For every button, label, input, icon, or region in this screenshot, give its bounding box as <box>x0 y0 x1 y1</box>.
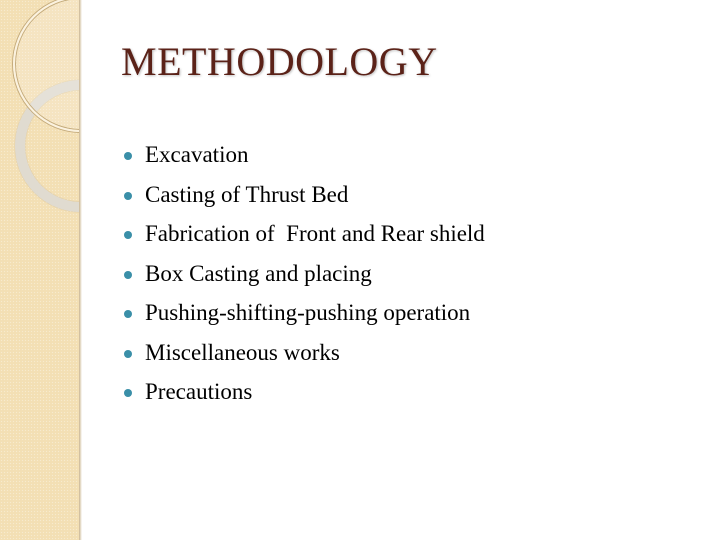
bullet-item-miscellaneous <box>122 339 485 379</box>
bullet-dot-icon <box>124 389 132 397</box>
bullet-item-casting-thrust-bed <box>122 181 485 221</box>
bullet-item-precautions <box>122 378 485 418</box>
bullet-list <box>122 141 485 418</box>
bullet-dot-icon <box>124 231 132 239</box>
bullet-item-box-casting <box>122 260 485 300</box>
bullet-dot-icon <box>124 192 132 200</box>
slide-title: METHODOLOGY <box>121 39 438 84</box>
bullet-item-fabrication-shield <box>122 220 485 260</box>
bullet-text: Pushing-shifting-pushing operation <box>145 300 471 325</box>
bullet-item-excavation <box>122 141 485 181</box>
bullet-dot-icon <box>124 310 132 318</box>
bullet-text: Miscellaneous works <box>145 339 340 365</box>
bullet-dot-icon <box>124 350 132 358</box>
bullet-text: Excavation <box>145 142 249 167</box>
bullet-text: Casting of Thrust Bed <box>145 181 349 207</box>
bullet-dot-icon <box>124 152 132 160</box>
bullet-text: Precautions <box>145 379 253 404</box>
sidebar-shadow <box>79 0 82 540</box>
bullet-dot-icon <box>124 271 132 279</box>
bullet-text: Fabrication of Front and Rear shield <box>145 221 485 246</box>
bullet-item-pushing-operation <box>122 299 485 339</box>
decorative-sidebar <box>0 0 79 540</box>
bullet-text: Box Casting and placing <box>145 260 372 286</box>
